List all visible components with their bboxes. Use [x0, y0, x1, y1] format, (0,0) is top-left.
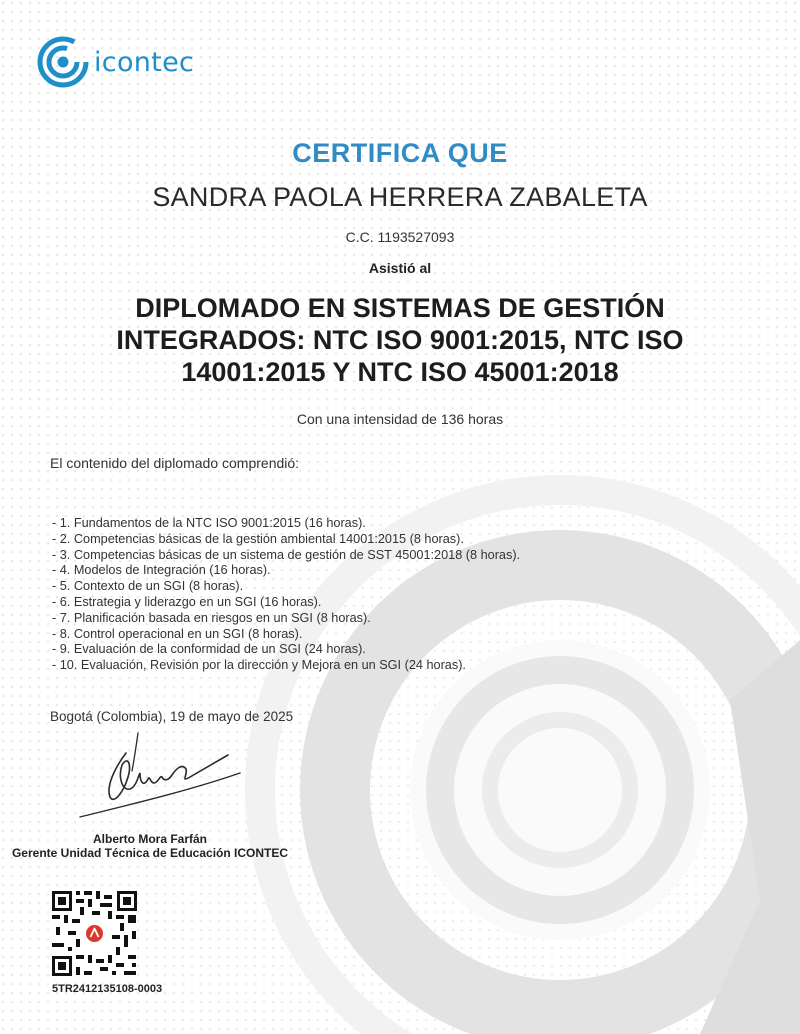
certifies-heading: CERTIFICA QUE — [292, 138, 508, 168]
module-item: - 9. Evaluación de la conformidad de un SGI (24 horas). — [52, 642, 366, 657]
module-item: - 4. Modelos de Integración (16 horas). — [52, 563, 271, 578]
module-item: - 2. Competencias básicas de la gestión ambiental 14001:2015 (8 horas). — [52, 531, 464, 546]
signer-name: Alberto Mora Farfán — [92, 832, 207, 846]
qr-code-icon[interactable] — [52, 891, 137, 976]
module-item: - 5. Contexto de un SGI (8 horas). — [52, 579, 244, 594]
intensity-hours: Con una intensidad de 136 horas — [296, 411, 504, 427]
diploma-title: DIPLOMADO EN SISTEMAS DE GESTIÓN INTEGRADOS: NTC ISO 9001:2015, NTC ISO 14001:2015 Y NTC ISO 45001:2018 — [116, 293, 684, 387]
icontec-logo-icon — [37, 36, 89, 88]
recipient-name: SANDRA PAOLA HERRERA ZABALETA — [152, 182, 648, 212]
module-item: - 10. Evaluación, Revisión por la dirección y Mejora en un SGI (24 horas). — [52, 658, 466, 673]
module-item: - 1. Fundamentos de la NTC ISO 9001:2015 (16 horas). — [52, 516, 366, 530]
signer-role: Gerente Unidad Técnica de Educación ICONTEC — [11, 846, 289, 860]
place-date: Bogotá (Colombia), 19 de mayo de 2025 — [50, 709, 294, 724]
modules-list — [52, 516, 520, 674]
module-item: - 6. Estrategia y liderazgo en un SGI (16 horas). — [52, 594, 322, 609]
module-item: - 7. Planificación basada en riesgos en un SGI (8 horas). — [52, 610, 371, 625]
module-item: - 3. Competencias básicas de un sistema de gestión de SST 45001:2018 (8 horas). — [52, 547, 521, 562]
contents-label: El contenido del diplomado comprendió: — [50, 455, 300, 471]
module-item: - 8. Control operacional en un SGI (8 horas). — [52, 626, 303, 641]
logo-text: icontec — [94, 46, 195, 78]
recipient-id: C.C. 1193527093 — [345, 229, 455, 245]
verification-code: 5TR2412135108-0003 — [52, 983, 163, 995]
attended-label: Asistió al — [368, 260, 432, 276]
icontec-logo — [37, 36, 194, 88]
signature-image — [78, 725, 248, 825]
